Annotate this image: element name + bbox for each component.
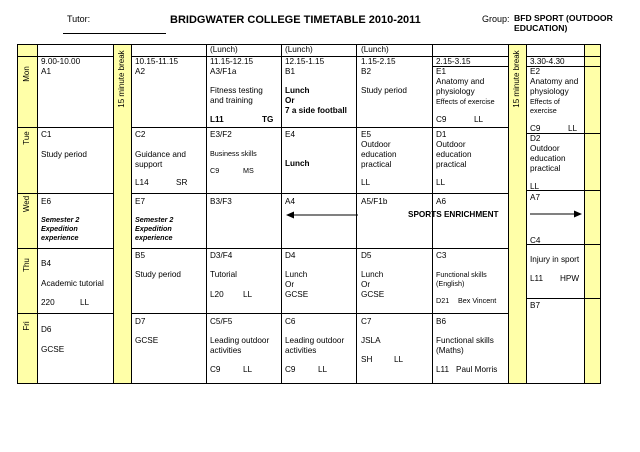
fri-p5-line1: JSLA xyxy=(361,336,381,345)
wed-p3-code: B3/F3 xyxy=(210,197,232,206)
tue-p5-line2: education xyxy=(361,150,397,159)
grid-line xyxy=(508,44,509,384)
tue-p5-code: E5 xyxy=(361,130,372,139)
time-slot-4: 12.15-1.15 xyxy=(285,57,325,66)
fri-p1-code: D6 xyxy=(41,325,52,334)
fri-p5-tutor: LL xyxy=(394,355,404,364)
right-column-highlight xyxy=(584,44,600,384)
fri-p4-room: C9 xyxy=(285,365,296,374)
thu-p7-code: C4 xyxy=(530,236,541,245)
grid-line xyxy=(600,44,601,384)
fri-p3-room: C9 xyxy=(210,365,221,374)
group-label: Group: xyxy=(482,14,510,24)
thu-p3-line1: Tutorial xyxy=(210,270,237,279)
tue-p6-code: D1 xyxy=(436,130,447,139)
tue-p7-line3: practical xyxy=(530,164,561,173)
fri-p4-line1: Leading outdoor xyxy=(285,336,345,345)
tue-p2-tutor: SR xyxy=(176,178,188,187)
wed-p2-line1: Semester 2 xyxy=(135,215,174,224)
time-slot-7: 3.30-4.30 xyxy=(530,57,565,66)
mon-p6-line1: Anatomy and xyxy=(436,77,485,86)
mon-p6-code: E1 xyxy=(436,67,447,76)
wed-p1-line1: Semester 2 xyxy=(41,215,80,224)
thu-p4-line2: Or xyxy=(285,280,295,289)
tue-p6-line3: practical xyxy=(436,160,467,169)
grid-line xyxy=(131,248,508,249)
fri-p2-line1: GCSE xyxy=(135,336,159,345)
fri-p5-room: SH xyxy=(361,355,373,364)
tue-p3-line1: Business skills xyxy=(210,149,257,158)
thu-p3-room: L20 xyxy=(210,290,224,299)
fri-p3-code: C5/F5 xyxy=(210,317,233,326)
grid-line xyxy=(17,383,601,384)
fri-p4-code: C6 xyxy=(285,317,296,326)
tue-p7-code: D2 xyxy=(530,134,541,143)
right-arrow-icon xyxy=(530,209,582,219)
fri-p6-line2: (Maths) xyxy=(436,346,464,355)
thu-p1-code: B4 xyxy=(41,259,52,268)
thu-p6-tutor: Bex Vincent xyxy=(458,296,497,305)
tue-p3-code: E3/F2 xyxy=(210,130,232,139)
mon-p7-code: E2 xyxy=(530,67,541,76)
tue-p7-line1: Outdoor xyxy=(530,144,560,153)
tue-p6-tutor: LL xyxy=(436,178,446,187)
fri-p6-room: L11 xyxy=(436,365,450,374)
mon-p1-code: A1 xyxy=(41,67,52,76)
wed-p2-line2: Expedition xyxy=(135,224,172,233)
tue-p2-line2: support xyxy=(135,160,163,169)
thu-p2-code: B5 xyxy=(135,251,146,260)
lunch-label: (Lunch) xyxy=(210,45,238,54)
fri-p4-line2: activities xyxy=(285,346,317,355)
tue-p7-tutor: LL xyxy=(530,182,540,191)
wed-p2-line3: experience xyxy=(135,233,173,242)
mon-p6-line2: physiology xyxy=(436,87,475,96)
grid-line xyxy=(206,44,207,384)
tue-p5-line1: Outdoor xyxy=(361,140,391,149)
tue-p7-line2: education xyxy=(530,154,566,163)
wed-p2-code: E7 xyxy=(135,197,146,206)
mon-p3-tutor: TG xyxy=(262,115,274,124)
thu-p5-line1: Lunch xyxy=(361,270,384,279)
wed-p5-code: A5/F1b xyxy=(361,197,388,206)
mon-p4-line3: 7 a side football xyxy=(285,106,347,115)
day-label-mon: Mon xyxy=(22,66,31,82)
thu-p5-line2: Or xyxy=(361,280,371,289)
mon-p7-line2: physiology xyxy=(530,87,569,96)
fri-p5-code: C7 xyxy=(361,317,372,326)
thu-p1-line1: Academic tutorial xyxy=(41,279,104,288)
fri-p6-tutor: Paul Morris xyxy=(456,365,498,374)
fri-p3-line2: activities xyxy=(210,346,242,355)
thu-p7-tutor: HPW xyxy=(560,274,580,283)
thu-p4-line1: Lunch xyxy=(285,270,308,279)
break-label-morning: 15 minute break xyxy=(117,50,126,108)
tue-p2-code: C2 xyxy=(135,130,146,139)
tue-p5-tutor: LL xyxy=(361,178,371,187)
fri-p3-line1: Leading outdoor xyxy=(210,336,270,345)
mon-p4-code: B1 xyxy=(285,67,296,76)
wed-p6-code: A6 xyxy=(436,197,447,206)
tue-p3-tutor: MS xyxy=(243,166,254,175)
mon-p6-line3: Effects of exercise xyxy=(436,97,495,106)
fri-p6-code: B6 xyxy=(436,317,447,326)
wed-p1-line3: experience xyxy=(41,233,79,242)
time-slot-3: 11.15-12.15 xyxy=(210,57,254,66)
fri-p1-line1: GCSE xyxy=(41,345,65,354)
thu-p1-room: 220 xyxy=(41,298,55,307)
fri-p4-tutor: LL xyxy=(318,365,328,374)
thu-p6-room: D21 xyxy=(436,296,450,305)
tue-p3-room: C9 xyxy=(210,166,220,175)
wed-p4-code: A4 xyxy=(285,197,296,206)
page-title: BRIDGWATER COLLEGE TIMETABLE 2010-2011 xyxy=(170,14,421,26)
tue-p2-line1: Guidance and xyxy=(135,150,186,159)
mon-p4-line2: Or xyxy=(285,96,295,105)
grid-line xyxy=(526,44,527,384)
tue-p1-line1: Study period xyxy=(41,150,87,159)
mon-p6-room: C9 xyxy=(436,115,447,124)
thu-p5-line3: GCSE xyxy=(361,290,385,299)
thu-p3-code: D3/F4 xyxy=(210,251,233,260)
fri-p6-line1: Functional skills xyxy=(436,336,494,345)
left-arrow-icon xyxy=(286,210,358,220)
mon-p6-tutor: LL xyxy=(474,115,484,124)
tue-p4-line1: Lunch xyxy=(285,159,310,168)
tutor-label: Tutor: xyxy=(67,14,91,24)
fri-p2-code: D7 xyxy=(135,317,146,326)
mon-p3-room: L11 xyxy=(210,115,224,124)
grid-line xyxy=(113,44,114,384)
thu-p4-code: D4 xyxy=(285,251,296,260)
tue-p2-room: L14 xyxy=(135,178,149,187)
mon-p3-line2: and training xyxy=(210,96,253,105)
time-slot-5: 1.15-2.15 xyxy=(361,57,396,66)
time-slot-6: 2.15-3.15 xyxy=(436,57,471,66)
grid-line xyxy=(131,127,508,128)
thu-p2-line1: Study period xyxy=(135,270,181,279)
mon-p4-line1: Lunch xyxy=(285,86,310,95)
grid-line xyxy=(37,44,38,384)
mon-p2-code: A2 xyxy=(135,67,146,76)
thu-p1-tutor: LL xyxy=(80,298,90,307)
wed-p1-line2: Expedition xyxy=(41,224,78,233)
thu-p6-code: C3 xyxy=(436,251,447,260)
wed-p7-code: A7 xyxy=(530,193,541,202)
grid-line xyxy=(17,44,18,384)
group-value-line1: BFD SPORT (OUTDOOR xyxy=(514,13,613,23)
thu-p3-tutor: LL xyxy=(243,290,253,299)
time-slot-2: 10.15-11.15 xyxy=(135,57,179,66)
sports-enrichment-label: SPORTS ENRICHMENT xyxy=(408,210,499,219)
grid-line xyxy=(131,44,132,384)
thu-p4-line3: GCSE xyxy=(285,290,309,299)
fri-p7-code: B7 xyxy=(530,301,541,310)
mon-p7-room: C9 xyxy=(530,124,541,133)
lunch-label: (Lunch) xyxy=(285,45,313,54)
tutor-underline xyxy=(63,33,166,34)
group-value-line2: EDUCATION) xyxy=(514,23,568,33)
break-label-afternoon: 15 minute break xyxy=(512,50,521,108)
mon-p5-line1: Study period xyxy=(361,86,407,95)
grid-line xyxy=(584,44,585,384)
tue-p4-code: E4 xyxy=(285,130,296,139)
tue-p1-code: C1 xyxy=(41,130,52,139)
mon-p7-line4: exercise xyxy=(530,106,557,115)
grid-line xyxy=(131,313,508,314)
day-label-tue: Tue xyxy=(22,131,31,145)
mon-p7-line1: Anatomy and xyxy=(530,77,579,86)
thu-p7-line1: Injury in sport xyxy=(530,255,580,264)
grid-line xyxy=(526,298,601,299)
mon-p7-line3: Effects of xyxy=(530,97,560,106)
day-label-wed: Wed xyxy=(22,195,31,213)
thu-p7-room: L11 xyxy=(530,274,544,283)
grid-line xyxy=(281,44,282,384)
mon-p3-code: A3/F1a xyxy=(210,67,237,76)
tue-p6-line1: Outdoor xyxy=(436,140,466,149)
fri-p3-tutor: LL xyxy=(243,365,253,374)
tue-p6-line2: education xyxy=(436,150,472,159)
thu-p6-line2: (English) xyxy=(436,279,465,288)
thu-p6-line1: Functional skills xyxy=(436,270,487,279)
grid-line xyxy=(131,193,508,194)
mon-p5-code: B2 xyxy=(361,67,372,76)
tue-p5-line3: practical xyxy=(361,160,392,169)
wed-p1-code: E6 xyxy=(41,197,52,206)
thu-p5-code: D5 xyxy=(361,251,372,260)
mon-p7-tutor: LL xyxy=(568,124,578,133)
lunch-label: (Lunch) xyxy=(361,45,389,54)
mon-p3-line1: Fitness testing xyxy=(210,86,263,95)
day-label-thu: Thu xyxy=(22,258,31,272)
day-label-fri: Fri xyxy=(22,321,31,331)
time-slot-1: 9.00-10.00 xyxy=(41,57,81,66)
